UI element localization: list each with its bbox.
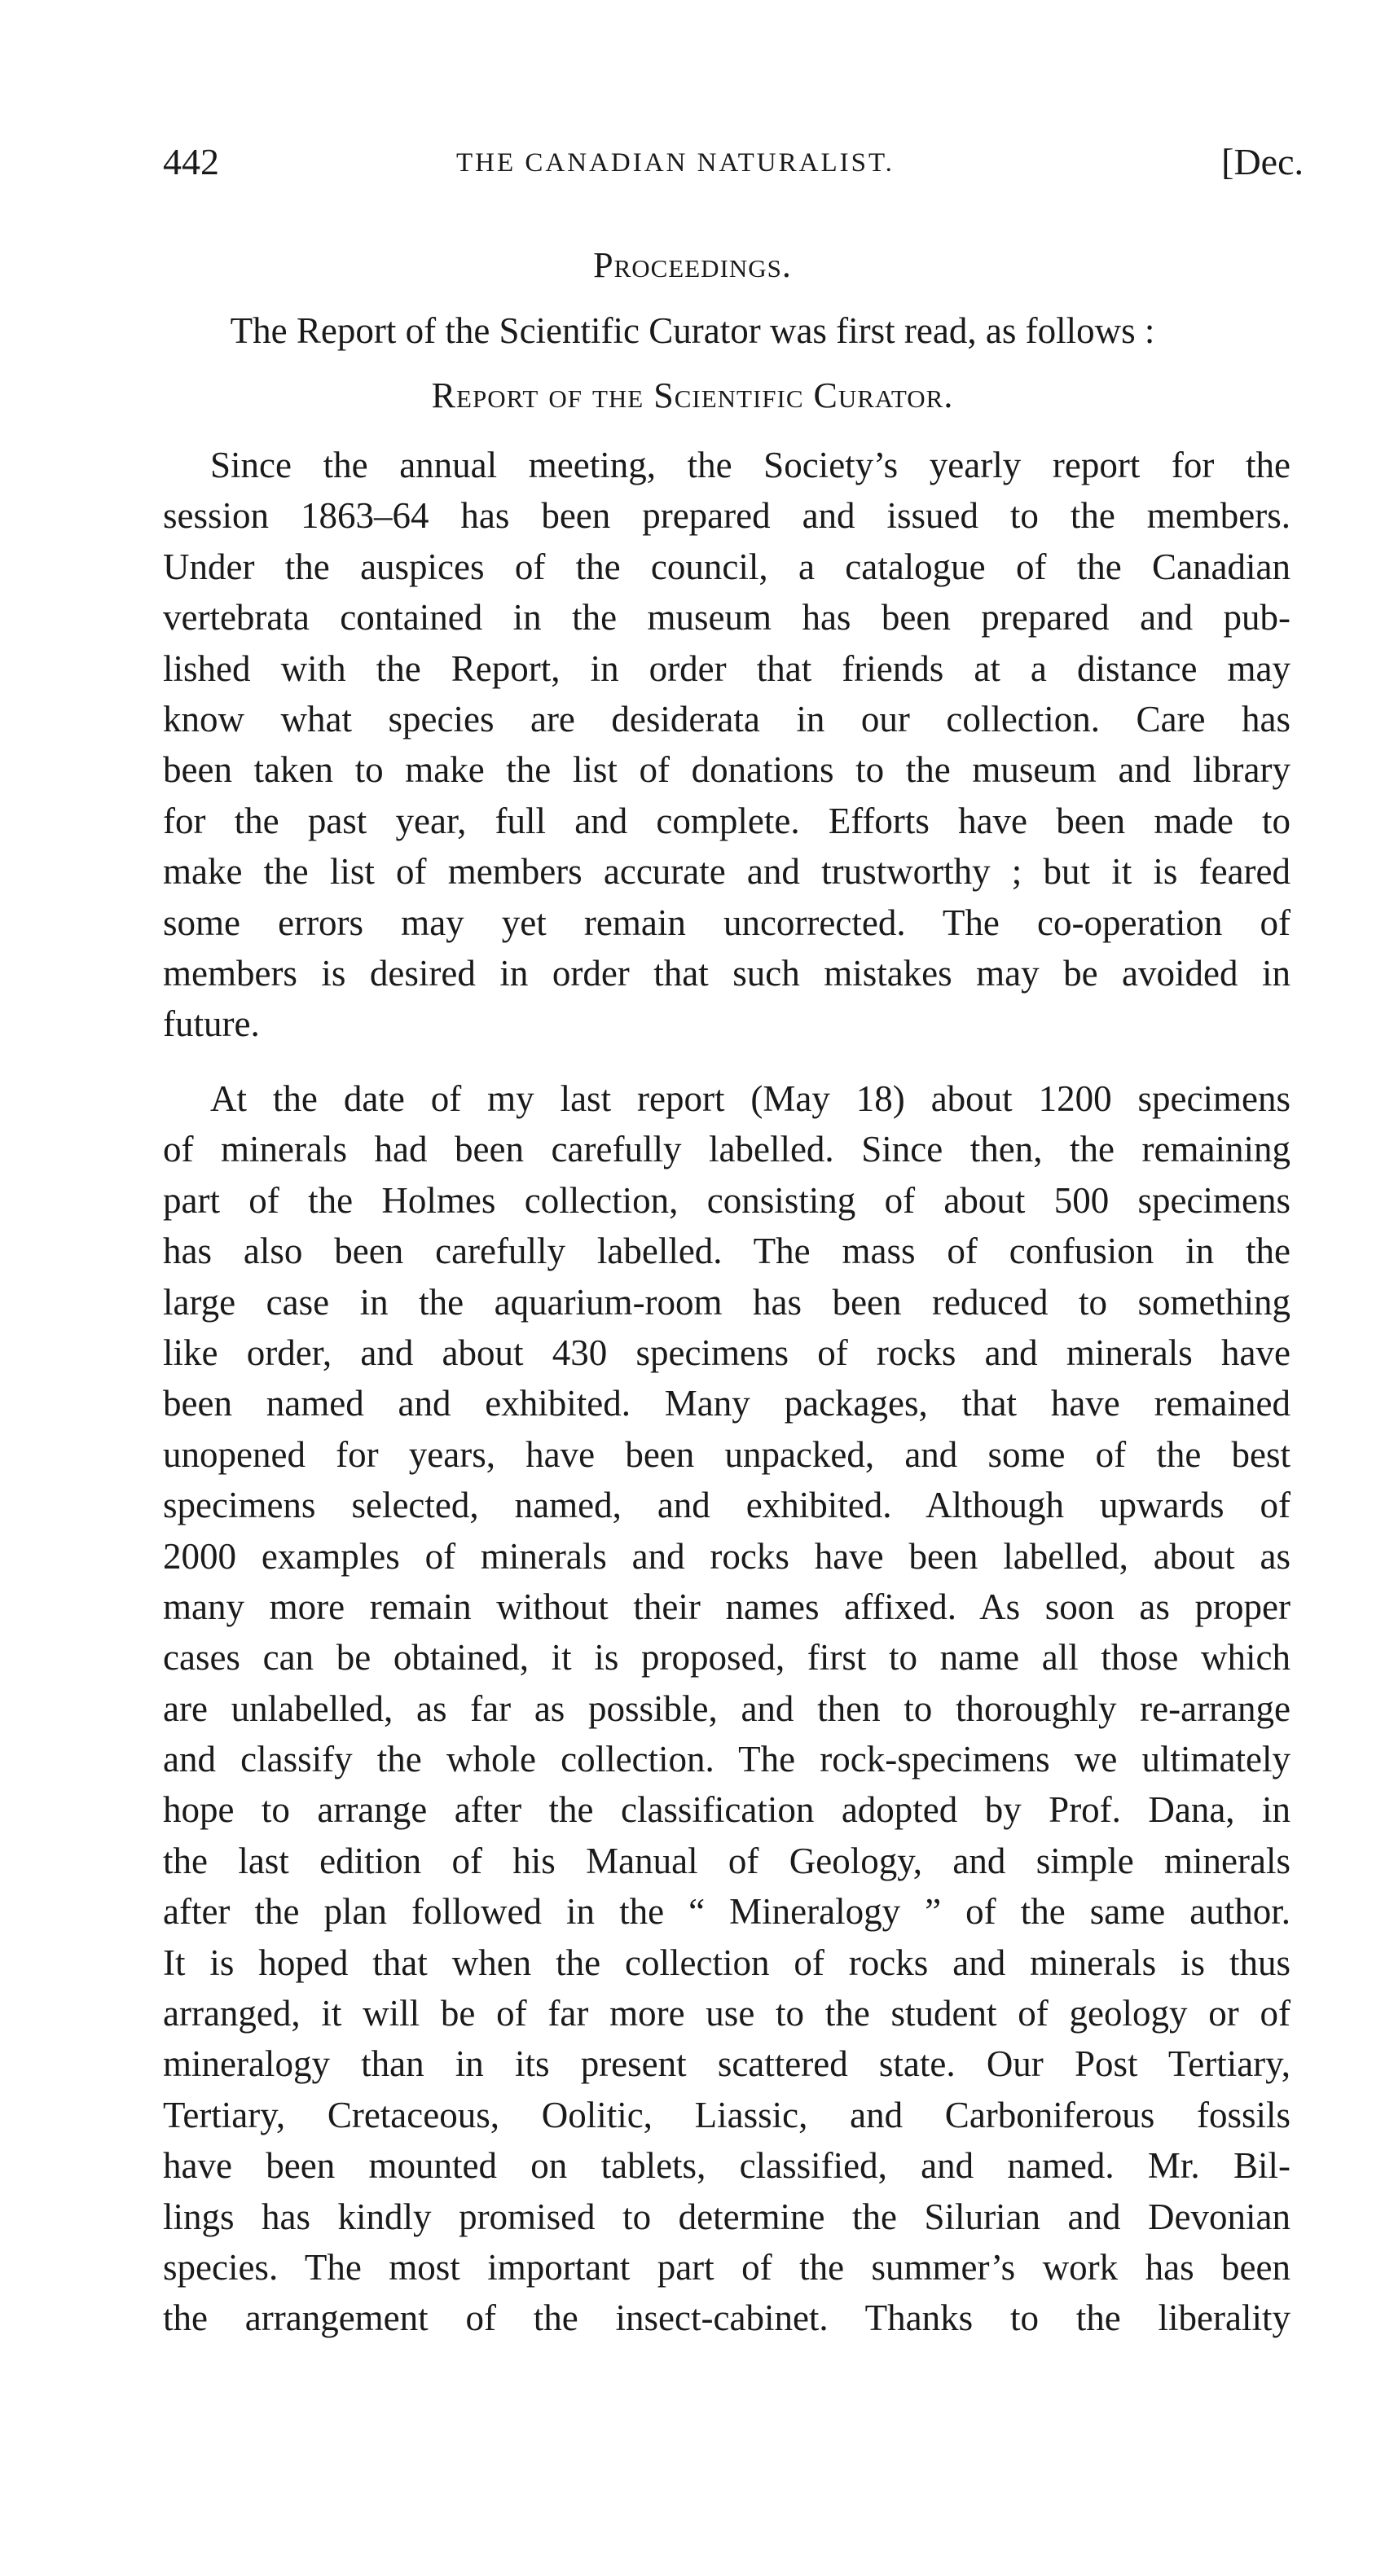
text-line: mineralogy than in its present scattered state. Our Post Tertiary, <box>163 2043 1290 2085</box>
text-line: some errors may yet remain uncorrected. The co-operation of <box>163 902 1290 943</box>
text-line: specimens selected, named, and exhibited. Although upwards of <box>163 1485 1290 1526</box>
running-head <box>163 140 1304 189</box>
text-line: lished with the Report, in order that friends at a distance may <box>163 647 1290 689</box>
text-line: the arrangement of the insect-cabinet. Thanks to the liberality <box>163 2297 1290 2339</box>
text-line: and classify the whole collection. The rock-specimens we ultimately <box>163 1739 1290 1780</box>
text-line: the last edition of his Manual of Geology, and simple minerals <box>163 1840 1290 1881</box>
page-number: 442 <box>163 141 219 182</box>
journal-title: THE CANADIAN NATURALIST. <box>456 148 895 178</box>
report-heading: Report of the Scientific Curator. <box>431 375 954 415</box>
text-line: large case in the aquarium-room has been reduced to something <box>163 1281 1290 1323</box>
paragraph-report-summary <box>163 440 1290 1050</box>
text-line: like order, and about 430 specimens of rocks and minerals have <box>163 1332 1290 1373</box>
text-line: Under the auspices of the council, a catalogue of the Canadian <box>163 546 1290 587</box>
text-line: session 1863–64 has been prepared and issued to the members. <box>163 495 1290 537</box>
text-line: At the date of my last report (May 18) about 1200 specimens <box>210 1078 1290 1119</box>
text-line: cases can be obtained, it is proposed, first to name all those which <box>163 1637 1290 1679</box>
text-line: after the plan followed in the “ Mineralogy ” of the same author. <box>163 1891 1290 1933</box>
text-line: Tertiary, Cretaceous, Oolitic, Liassic, and Carboniferous fossils <box>163 2094 1290 2135</box>
text-line: species. The most important part of the summer’s work has been <box>163 2246 1290 2288</box>
text-line: been taken to make the list of donations to the museum and library <box>163 749 1290 791</box>
text-line: hope to arrange after the classification adopted by Prof. Dana, in <box>163 1789 1290 1831</box>
text-line: of minerals had been carefully labelled. Since then, the remaining <box>163 1129 1290 1170</box>
text-line: arranged, it will be of far more use to the student of geology or of <box>163 1993 1290 2034</box>
text-line: many more remain without their names affixed. As soon as proper <box>163 1586 1290 1627</box>
text-line: Since the annual meeting, the Society’s yearly report for the <box>210 445 1290 485</box>
paragraph-mineral-collection <box>163 1073 1290 2344</box>
text-line: are unlabelled, as far as possible, and then to thoroughly re-arrange <box>163 1687 1290 1729</box>
text-line: future. <box>163 1003 260 1045</box>
proceedings-heading: Proceedings. <box>593 245 792 285</box>
text-line: make the list of members accurate and trustworthy ; but it is feared <box>163 851 1290 893</box>
text-line: has also been carefully labelled. The mass of confusion in the <box>163 1231 1290 1272</box>
intro-sentence: The Report of the Scientific Curator was first read, as follows : <box>230 310 1155 351</box>
text-line: know what species are desiderata in our collection. Care has <box>163 698 1290 739</box>
issue-month: [Dec. <box>1221 141 1304 182</box>
text-line: part of the Holmes collection, consisting of about 500 specimens <box>163 1179 1290 1221</box>
text-line: for the past year, full and complete. Efforts have been made to <box>163 800 1290 841</box>
text-line: unopened for years, have been unpacked, and some of the best <box>163 1433 1290 1475</box>
text-line: members is desired in order that such mistakes may be avoided in <box>163 952 1290 994</box>
text-line: 2000 examples of minerals and rocks have been labelled, about as <box>163 1535 1290 1577</box>
text-line: vertebrata contained in the museum has been prepared and pub- <box>163 597 1290 639</box>
text-line: It is hoped that when the collection of rocks and minerals is thus <box>163 1942 1290 1983</box>
text-line: have been mounted on tablets, classified, and named. Mr. Bil- <box>163 2145 1290 2187</box>
text-line: lings has kindly promised to determine the Silurian and Devonian <box>163 2196 1290 2237</box>
text-line: been named and exhibited. Many packages, that have remained <box>163 1383 1290 1424</box>
